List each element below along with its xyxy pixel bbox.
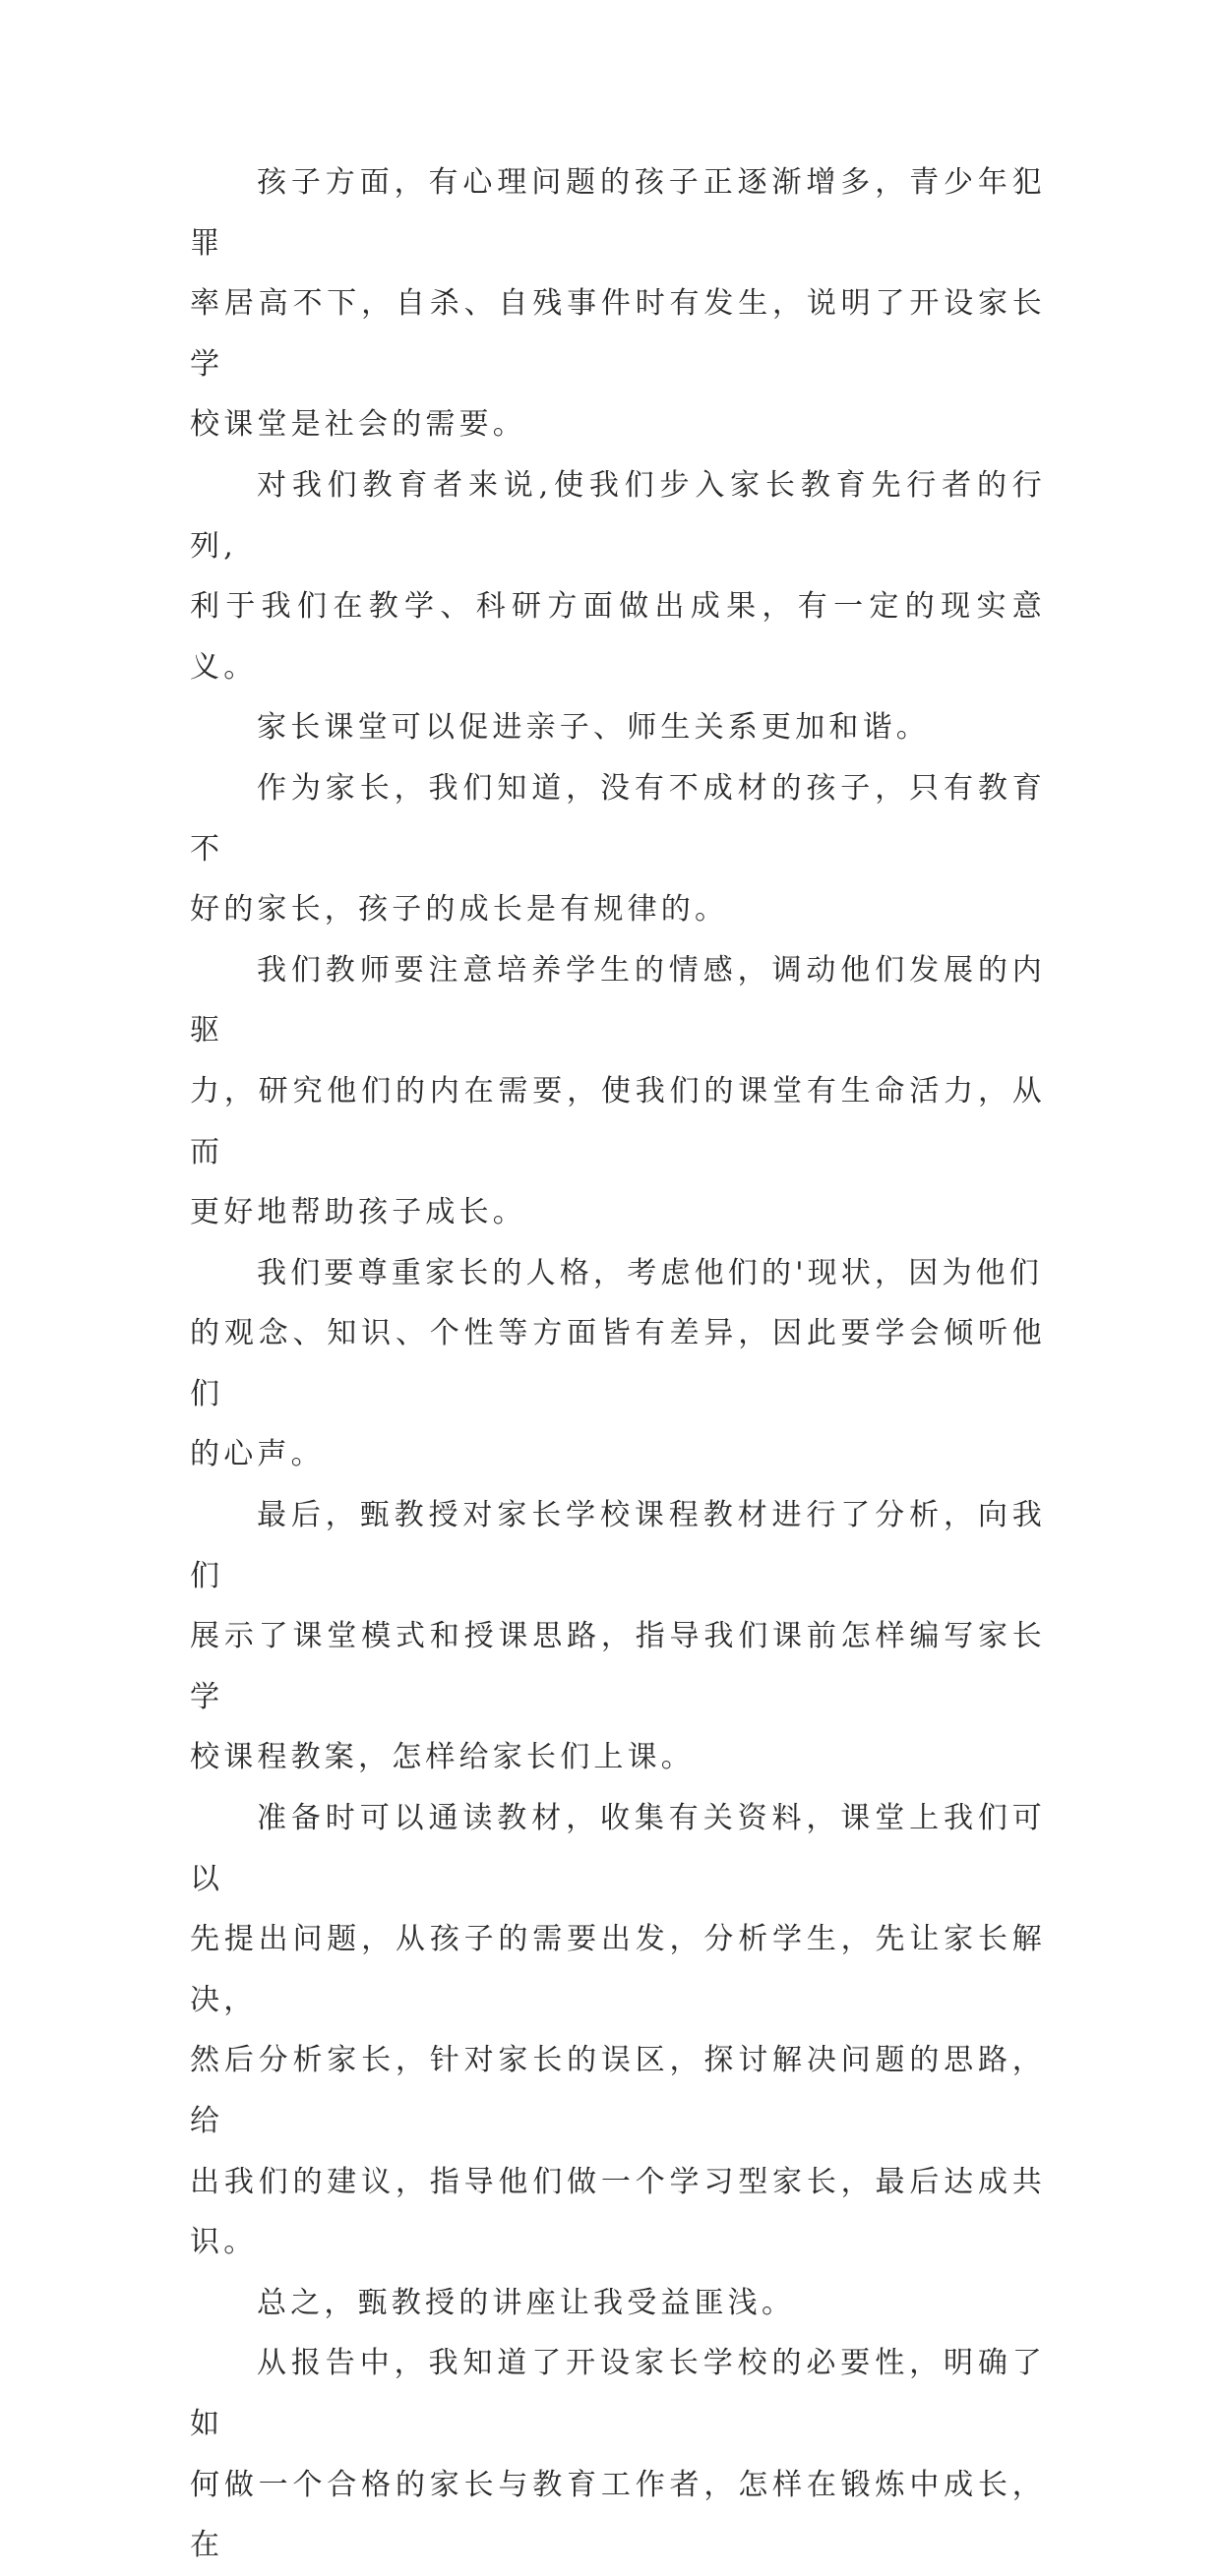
paragraph-10 [190,2333,1046,2575]
text-line: 更好地帮助孩子成长。 [190,1195,526,1230]
paragraph-5 [190,940,1046,1243]
text-line: 我们要尊重家长的人格，考虑他们的'现状，因为他们 [257,1255,1044,1290]
document-body [190,152,1046,2576]
text-line: 从报告中，我知道了开设家长学校的必要性，明确了如 [190,2346,1046,2441]
text-line: 校课程教案，怎样给家长们上课。 [190,1740,695,1775]
paragraph-8 [190,1788,1046,2273]
text-line: 出我们的建议，指导他们做一个学习型家长，最后达成共识。 [190,2164,1046,2260]
text-line: 力，研究他们的内在需要，使我们的课堂有生命活力，从而 [190,1073,1046,1169]
text-line: 总之，甄教授的讲座让我受益匪浅。 [257,2285,796,2320]
text-line: 家长课堂可以促进亲子、师生关系更加和谐。 [257,710,930,746]
text-line: 先提出问题，从孩子的需要出发，分析学生，先让家长解决， [190,1922,1046,2017]
text-line: 好的家长，孩子的成长是有规律的。 [190,892,729,928]
text-line: 最后，甄教授对家长学校课程教材进行了分析，向我们 [190,1498,1046,1593]
paragraph-2 [190,455,1046,697]
text-line: 的观念、知识、个性等方面皆有差异，因此要学会倾听他们 [190,1316,1046,1411]
text-line: 然后分析家长，针对家长的误区，探讨解决问题的思路，给 [190,2043,1046,2138]
text-line: 准备时可以通读教材，收集有关资料，课堂上我们可以 [190,1801,1046,1896]
text-line: 利于我们在教学、科研方面做出成果，有一定的现实意义。 [190,589,1046,685]
text-line: 的心声。 [190,1437,325,1472]
paragraph-1 [190,152,1046,455]
text-line: 何做一个合格的家长与教育工作者，怎样在锻炼中成长，在 [190,2467,1046,2563]
text-line: 作为家长，我们知道，没有不成材的孩子，只有教育不 [190,770,1046,867]
text-line: 孩子方面，有心理问题的孩子正逐渐增多，青少年犯罪 [190,165,1046,261]
text-line: 对我们教育者来说,使我们步入家长教育先行者的行列, [190,467,1046,564]
text-line: 率居高不下，自杀、自残事件时有发生，说明了开设家长学 [190,286,1046,382]
paragraph-7 [190,1485,1046,1788]
paragraph-3 [190,697,1046,758]
paragraph-9 [190,2273,1046,2334]
text-line: 我们教师要注意培养学生的情感，调动他们发展的内驱 [190,952,1046,1048]
paragraph-6 [190,1243,1046,1485]
text-line: 校课堂是社会的需要。 [190,407,526,443]
paragraph-4 [190,758,1046,940]
text-line: 展示了课堂模式和授课思路，指导我们课前怎样编写家长学 [190,1619,1046,1714]
